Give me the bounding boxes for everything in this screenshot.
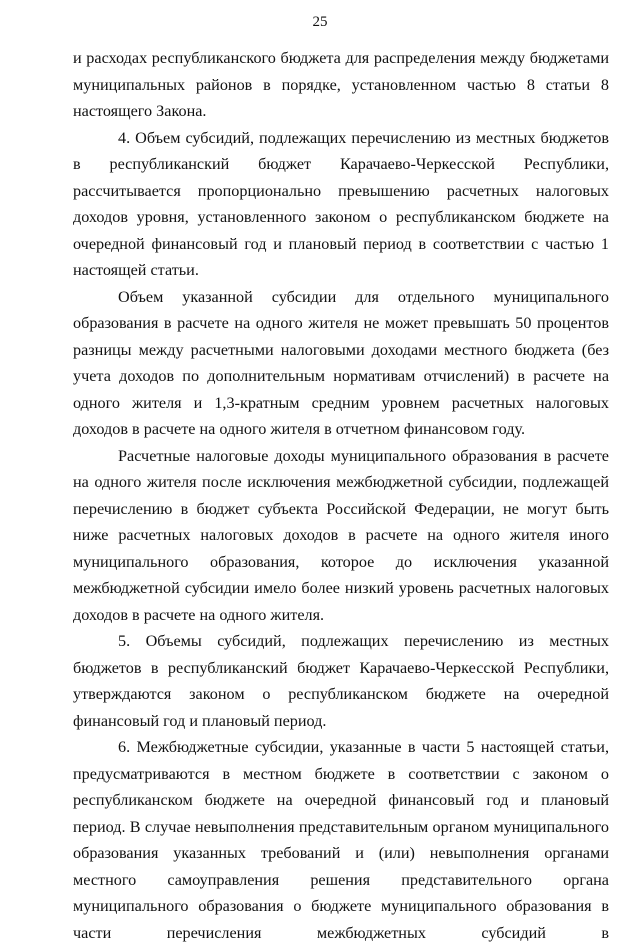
paragraph-item-5: 5. Объемы субсидий, подлежащих перечислению из местных бюджетов в республиканский бюджет Карачаево-Черкесской Республики, утверждаются законом о республиканском бюджете на очередной финансовый год и плановый период.	[73, 632, 609, 730]
paragraph-continuation: и расходах республиканского бюджета для распределения между бюджетами муниципальных районов в порядке, установленном частью 8 статьи 8 настоящего Закона.	[73, 49, 609, 120]
paragraph-tax-revenue-floor: Расчетные налоговые доходы муниципального образования в расчете на одного жителя после исключения межбюджетной субсидии, подлежащей перечислению в бюджет субъекта Российской Федерации, не могут быть ниже расчетных налоговых доходов в расчете на одного жителя иного муниципального образования, которое до исключения указанной межбюджетной субсидии имело более низкий уровень расчетных налоговых доходов в расчете на одного жителя.	[73, 446, 609, 624]
document-body	[73, 45, 609, 946]
page-number: 25	[312, 14, 328, 30]
paragraph-subsidy-per-resident: Объем указанной субсидии для отдельного муниципального образования в расчете на одного жителя не может превышать 50 процентов разницы между расчетными налоговыми доходами местного бюджета (без учета доходов по дополнительным нормативам отчислений) в расчете на одного жителя и 1,3-кратным средним уровнем расчетных налоговых доходов в расчете на одного жителя в отчетном финансовом году.	[73, 287, 609, 438]
paragraph-item-6: 6. Межбюджетные субсидии, указанные в части 5 настоящей статьи, предусматриваются в местном бюджете в соответствии с законом о республиканском бюджете на очередной финансовый год и плановый период. В случае невыполнения представительным органом муниципального образования указанных требований и (или) невыполнения органами местного самоуправления решения представительного органа муниципального образования о бюджете муниципального образования в части перечисления межбюджетных субсидий в	[73, 738, 609, 942]
paragraph-item-4: 4. Объем субсидий, подлежащих перечислению из местных бюджетов в республиканский бюджет Карачаево-Черкесской Республики, рассчитывается пропорционально превышению расчетных налоговых доходов уровня, установленного законом о республиканском бюджете на очередной финансовый год и плановый период в соответствии с частью 1 настоящей статьи.	[73, 128, 609, 279]
